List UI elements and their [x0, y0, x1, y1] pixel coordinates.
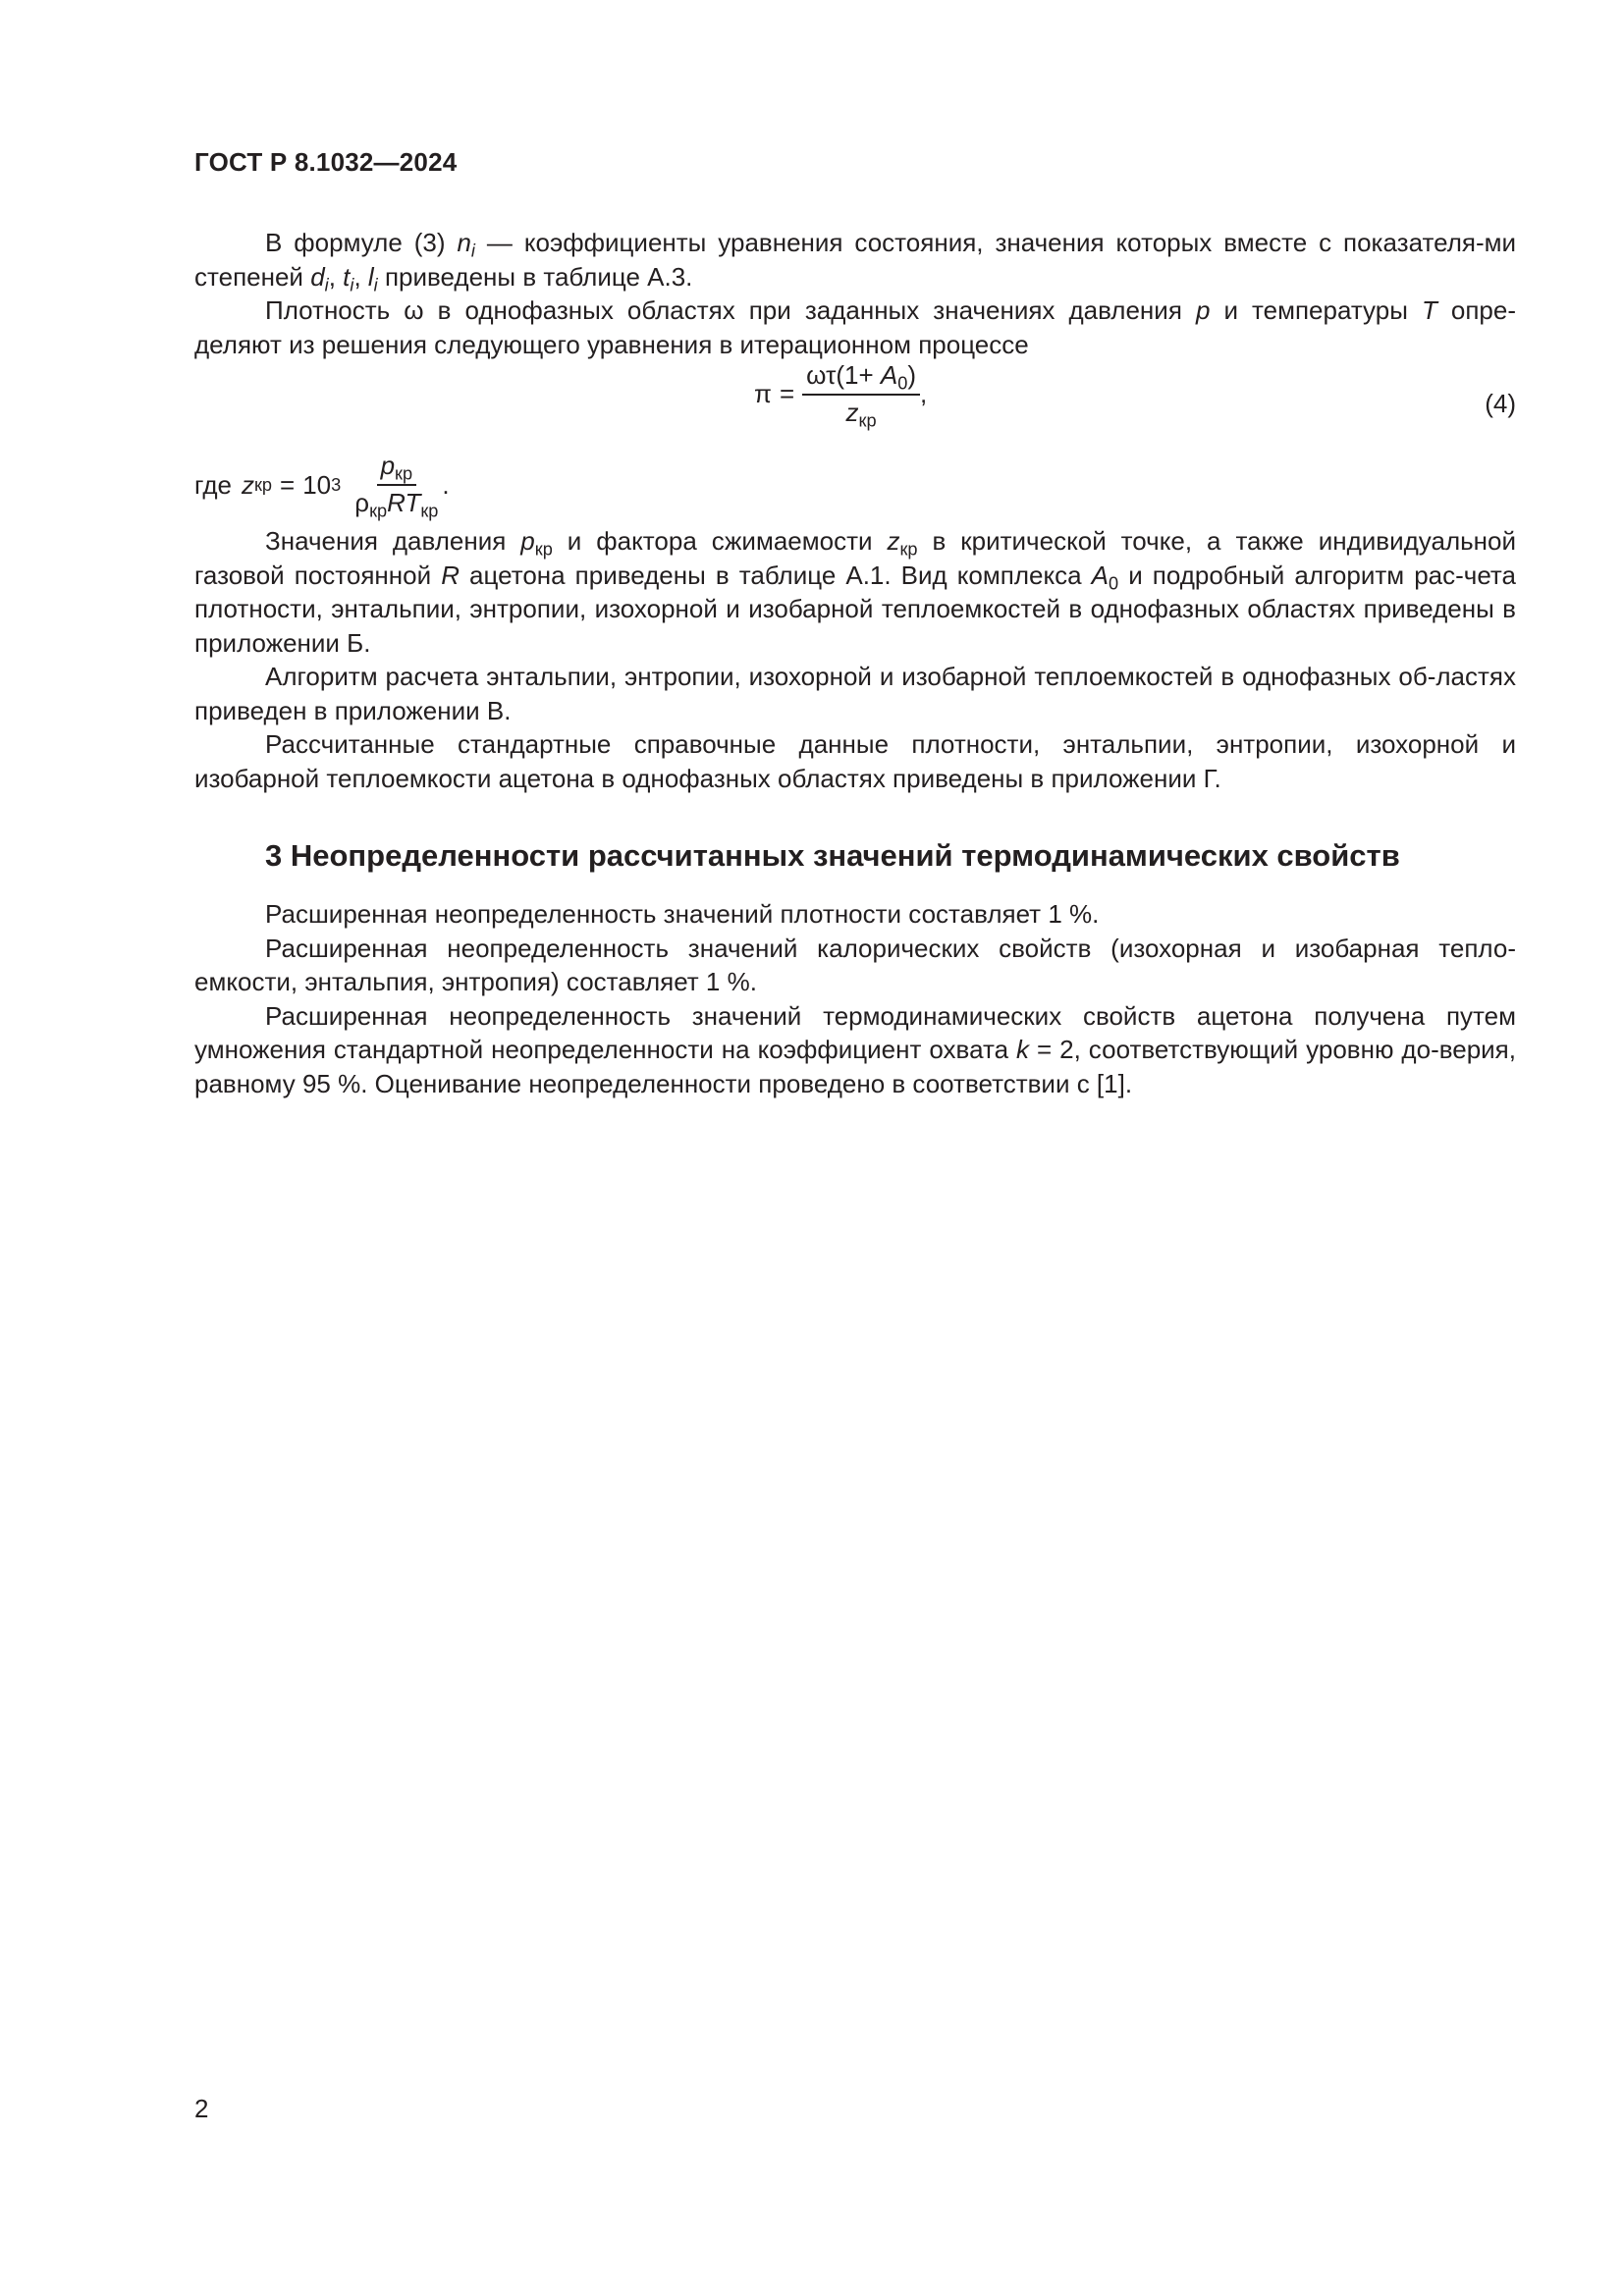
paragraph-formula3-coefficients: В формуле (3) $n_i$ — коэффициенты уравнения состояния, значения которых вместе с показателя-ми степеней $d_i$, $t_i$, $l_i$ приведены в таблице А.3. [194, 228, 1517, 294]
section-3-heading: 3 Неопределенности рассчитанных значений термодинамических свойств [265, 838, 1400, 873]
paragraph-reference-data: Рассчитанные стандартные справочные данные плотности, энтальпии, энтропии, изохорной и изобарной теплоемкости ацетона в однофазных областях приведены в приложении Г. [194, 729, 1516, 793]
paragraph-algorithm: Алгоритм расчета энтальпии, энтропии, изохорной и изобарной теплоемкостей в однофазных об-ластях приведен в приложении В. [194, 662, 1516, 725]
formula-4-number: (4) [1485, 389, 1516, 418]
paragraph-density-uncertainty: Расширенная неопределенность значений плотности составляет 1 %. [265, 899, 1100, 929]
formula-z-critical: где z кр = 10 3 $\frac{p_{кр}}{\rho_{кр}RT_{кр}}$ . [194, 451, 450, 521]
z-critical-fraction: $\frac{p_{кр}}{\rho_{кр}RT_{кр}}$ [354, 451, 439, 521]
page-number: 2 [194, 2094, 209, 2123]
paragraph-caloric-uncertainty: Расширенная неопределенность значений калорических свойств (изохорная и изобарная тепло-емкости, энтальпия, энтропия) составляет 1 %. [194, 933, 1516, 996]
page-content [194, 226, 1516, 1100]
paragraph-density-iteration: Плотность ω в однофазных областях при заданных значениях давления p и температуры T опре-деляют из решения следующего уравнения в итерационном процессе [194, 295, 1516, 359]
formula-4 [194, 361, 1516, 446]
paragraph-expanded-uncertainty: Расширенная неопределенность значений термодинамических свойств ацетона получена путем умножения стандартной неопределенности на коэффициент охвата k = 2, соответствующий уровню до-верия, равному 95 %. Оценивание неопределенности проведено в соответствии с [1]. [194, 1000, 1516, 1098]
document-header: ГОСТ Р 8.1032—2024 [194, 147, 458, 177]
formula-4-fraction: $\frac{\omega\tau(1+ A_0)}{z_{кр}}$ [802, 361, 920, 428]
paragraph-critical-values: Значения давления $p_{кр}$ и фактора сжимаемости $z_{кр}$ в критической точке, а также индивидуальной газовой постоянной R ацетона приведены в таблице А.1. Вид комплекса $A_0$ и подробный алгоритм рас-чета плотности, энтальпии, энтропии, изохорной и изобарной теплоемкостей в однофазных областях приведены в приложении Б. [194, 526, 1517, 658]
formula-4-expression: π = $\frac{\omega\tau(1+ A_0)}{z_{кр}}$ , [754, 360, 928, 431]
